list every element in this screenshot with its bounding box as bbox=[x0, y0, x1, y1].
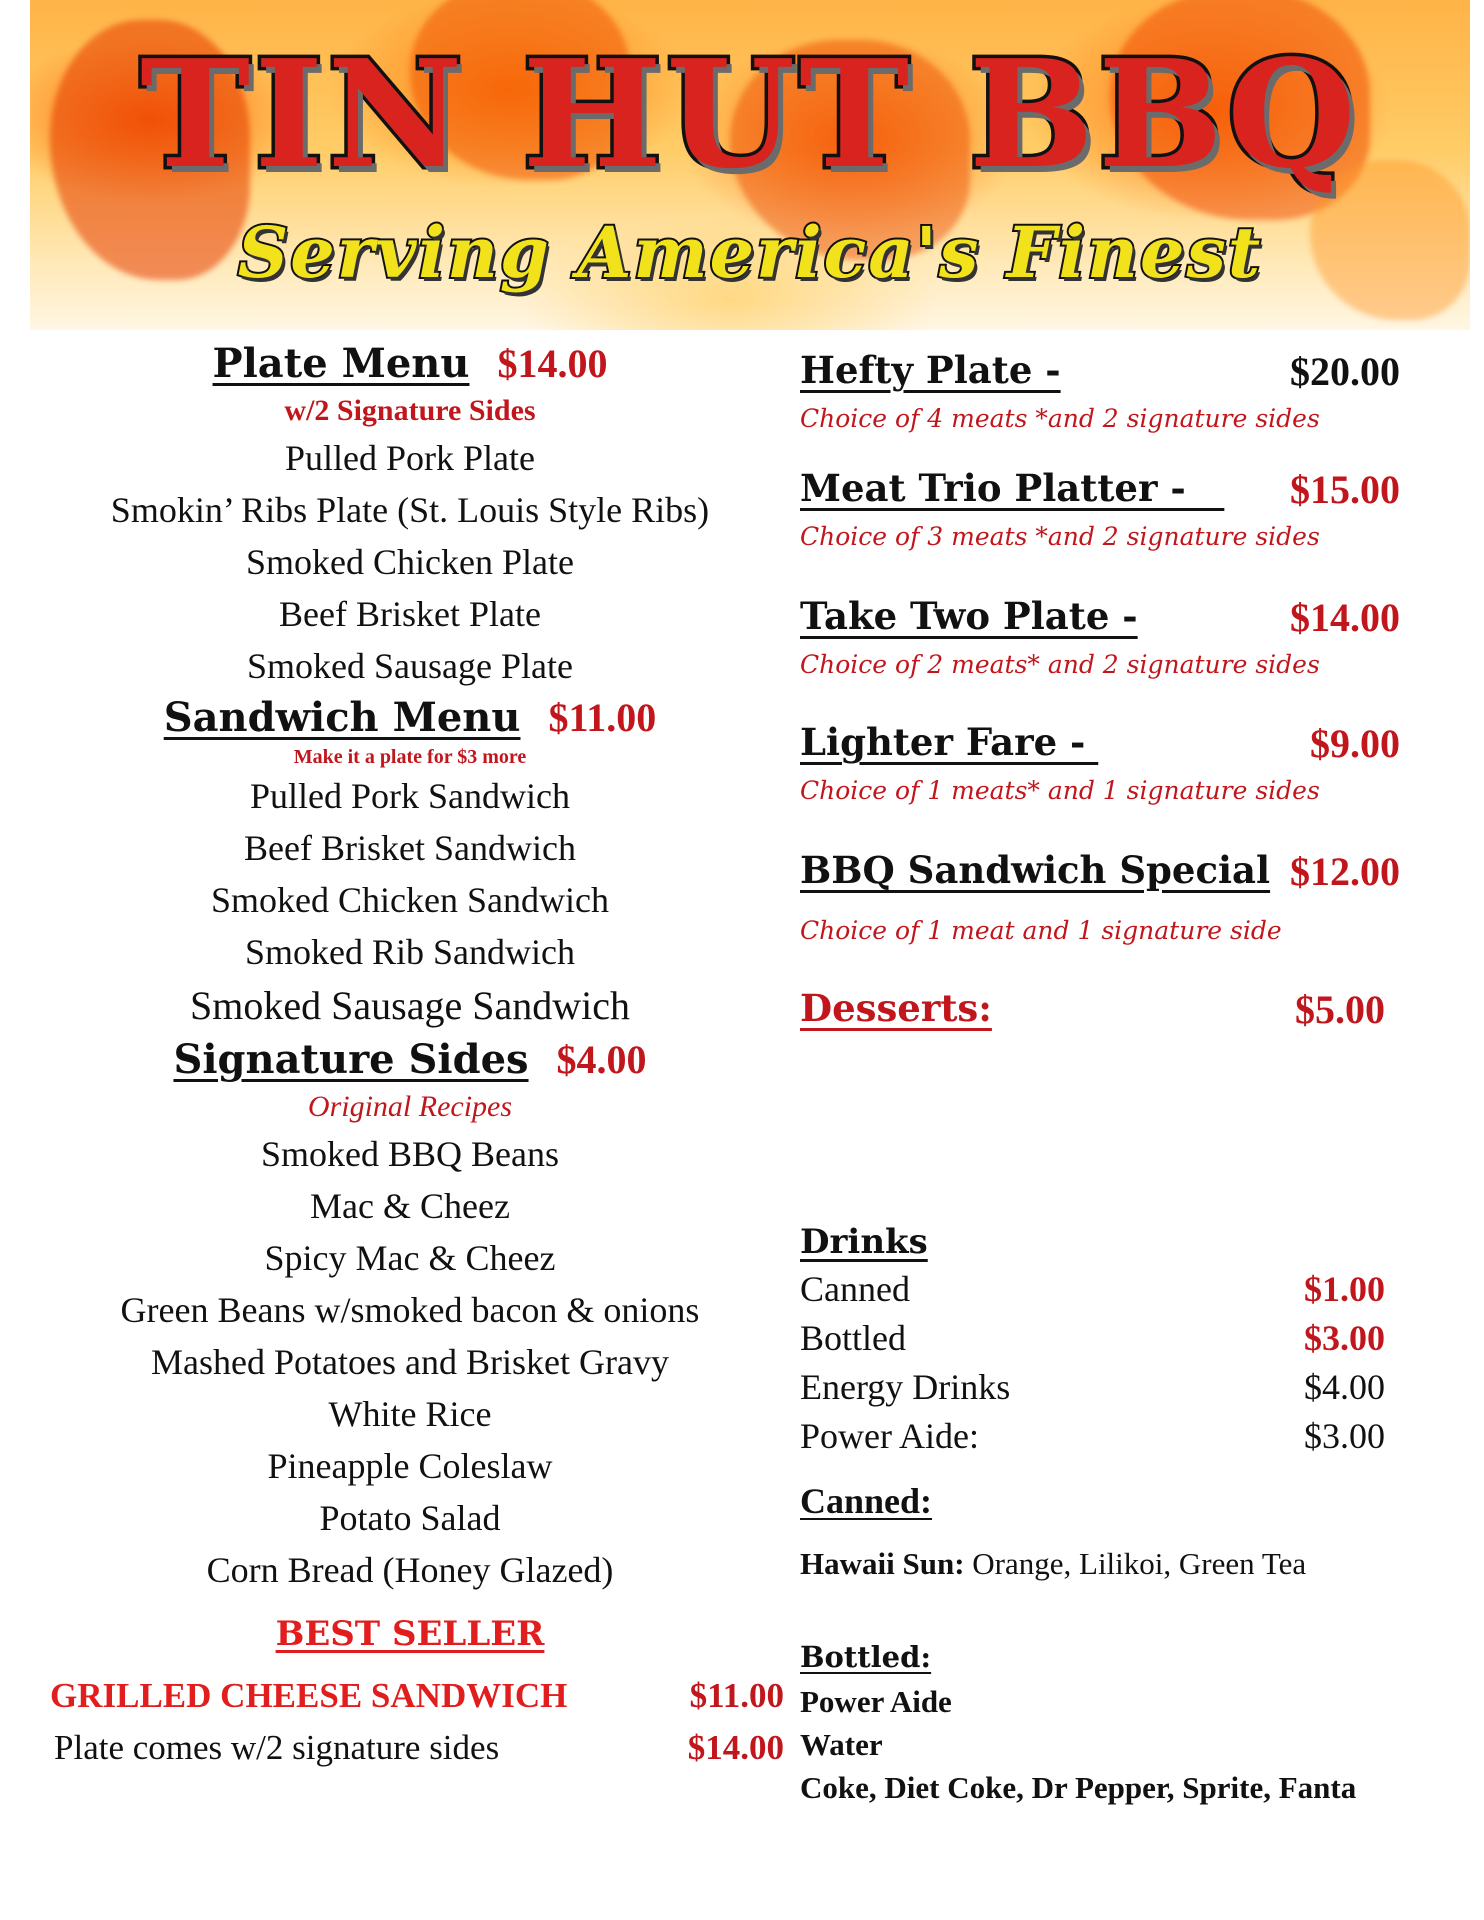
menu-item: Mashed Potatoes and Brisket Gravy bbox=[151, 1342, 669, 1382]
drink-row bbox=[800, 1415, 1400, 1464]
combo-description: Choice of 1 meat and 1 signature side bbox=[800, 916, 1282, 945]
combo-hefty-plate bbox=[800, 348, 1400, 466]
drink-price: $3.00 bbox=[1304, 1416, 1385, 1456]
menu-item: Pulled Pork Sandwich bbox=[250, 776, 570, 816]
menu-item: Green Beans w/smoked bacon & onions bbox=[120, 1290, 700, 1330]
combo-bbq-sandwich-special bbox=[800, 848, 1400, 986]
sandwich-menu-header bbox=[40, 692, 780, 744]
combo-price: $12.00 bbox=[1290, 849, 1400, 894]
menu-item: Smoked Sausage Plate bbox=[247, 646, 573, 686]
plate-menu-header bbox=[40, 338, 780, 390]
bottled-title: Bottled: bbox=[800, 1640, 932, 1674]
menu-item: Mac & Cheez bbox=[310, 1186, 510, 1226]
combo-price: $15.00 bbox=[1290, 467, 1400, 512]
combo-title: Lighter Fare - bbox=[800, 720, 1099, 764]
best-seller-plate-price: $14.00 bbox=[687, 1728, 784, 1767]
menu-item: Beef Brisket Plate bbox=[279, 594, 541, 634]
bottled-list bbox=[800, 1680, 1400, 1809]
restaurant-tagline: Serving America's Finest bbox=[237, 211, 1263, 294]
restaurant-title: TIN HUT BBQ bbox=[140, 27, 1360, 201]
menu-item: Beef Brisket Sandwich bbox=[244, 828, 576, 868]
combo-price: $14.00 bbox=[1290, 595, 1400, 640]
drink-name: Power Aide: bbox=[800, 1416, 979, 1456]
plate-menu-list bbox=[40, 432, 780, 692]
combo-description: Choice of 4 meats *and 2 signature sides bbox=[800, 404, 1320, 433]
menu-item: Pulled Pork Plate bbox=[285, 438, 535, 478]
drink-name: Canned bbox=[800, 1269, 910, 1309]
left-column bbox=[40, 338, 784, 1780]
best-seller-item: GRILLED CHEESE SANDWICH bbox=[50, 1676, 568, 1715]
combo-lighter-fare bbox=[800, 720, 1400, 848]
drinks-list bbox=[800, 1268, 1400, 1464]
combo-price: $9.00 bbox=[1310, 721, 1400, 766]
combo-description: Choice of 2 meats* and 2 signature sides bbox=[800, 650, 1320, 679]
canned-title: Canned: bbox=[800, 1481, 933, 1521]
menu-item: Spicy Mac & Cheez bbox=[264, 1238, 556, 1278]
signature-sides-note: Original Recipes bbox=[307, 1090, 513, 1123]
best-seller-item-row bbox=[40, 1676, 784, 1728]
canned-flavors-line bbox=[800, 1546, 1400, 1582]
combo-meat-trio-platter bbox=[800, 466, 1400, 594]
menu-item: Corn Bread (Honey Glazed) bbox=[206, 1550, 614, 1590]
drink-row bbox=[800, 1317, 1400, 1366]
bottled-item: Power Aide bbox=[800, 1684, 952, 1719]
right-column bbox=[800, 348, 1400, 1809]
drink-name: Energy Drinks bbox=[800, 1367, 1011, 1407]
menu-item: Smoked Chicken Plate bbox=[246, 542, 574, 582]
signature-sides-price: $4.00 bbox=[556, 1037, 647, 1082]
drink-row bbox=[800, 1366, 1400, 1415]
drink-row bbox=[800, 1268, 1400, 1317]
combo-title: Take Two Plate - bbox=[800, 594, 1138, 638]
signature-sides-title: Signature Sides bbox=[173, 1036, 529, 1083]
plate-menu-note: w/2 Signature Sides bbox=[284, 394, 536, 427]
menu-item: White Rice bbox=[328, 1394, 492, 1434]
plate-menu-title: Plate Menu bbox=[212, 340, 470, 387]
header-banner bbox=[30, 0, 1470, 330]
combo-title: Hefty Plate - bbox=[800, 348, 1061, 392]
sandwich-menu-price: $11.00 bbox=[548, 695, 657, 740]
menu-item: Pineapple Coleslaw bbox=[267, 1446, 553, 1486]
drinks-title: Drinks bbox=[800, 1222, 928, 1262]
best-seller-plate-text: Plate comes w/2 signature sides bbox=[54, 1728, 500, 1767]
plate-menu-price: $14.00 bbox=[497, 341, 608, 386]
combo-title: BBQ Sandwich Special bbox=[800, 848, 1271, 892]
best-seller-plate-row bbox=[40, 1728, 784, 1780]
drink-price: $4.00 bbox=[1304, 1367, 1385, 1407]
best-seller-item-price: $11.00 bbox=[689, 1676, 784, 1715]
best-seller-title: BEST SELLER bbox=[275, 1614, 545, 1654]
canned-brand: Hawaii Sun: bbox=[800, 1546, 965, 1581]
drink-price: $3.00 bbox=[1304, 1318, 1385, 1358]
combo-title: Meat Trio Platter - bbox=[800, 466, 1225, 510]
menu-item: Smokin’ Ribs Plate (St. Louis Style Ribs) bbox=[110, 490, 710, 530]
combo-description: Choice of 1 meats* and 1 signature sides bbox=[800, 776, 1320, 805]
menu-item: Smoked Sausage Sandwich bbox=[190, 983, 630, 1028]
bottled-item: Coke, Diet Coke, Dr Pepper, Sprite, Fanta bbox=[800, 1770, 1357, 1805]
drink-price: $1.00 bbox=[1304, 1269, 1385, 1309]
canned-flavors: Orange, Lilikoi, Green Tea bbox=[972, 1546, 1307, 1581]
menu-item: Potato Salad bbox=[319, 1498, 501, 1538]
bottled-item: Water bbox=[800, 1727, 883, 1762]
desserts-title: Desserts: bbox=[800, 986, 992, 1030]
combo-description: Choice of 3 meats *and 2 signature sides bbox=[800, 522, 1320, 551]
menu-item: Smoked Chicken Sandwich bbox=[211, 880, 609, 920]
signature-sides-header bbox=[40, 1034, 780, 1086]
sandwich-menu-note: Make it a plate for $3 more bbox=[293, 746, 527, 768]
desserts-row bbox=[800, 986, 1400, 1222]
desserts-price: $5.00 bbox=[1295, 987, 1385, 1032]
sandwich-menu-list bbox=[40, 770, 780, 1034]
combo-take-two-plate bbox=[800, 594, 1400, 720]
menu-item: Smoked Rib Sandwich bbox=[245, 932, 575, 972]
signature-sides-list bbox=[40, 1128, 780, 1596]
combo-price: $20.00 bbox=[1290, 349, 1400, 394]
drink-name: Bottled bbox=[800, 1318, 906, 1358]
menu-item: Smoked BBQ Beans bbox=[260, 1134, 559, 1174]
sandwich-menu-title: Sandwich Menu bbox=[163, 694, 521, 741]
